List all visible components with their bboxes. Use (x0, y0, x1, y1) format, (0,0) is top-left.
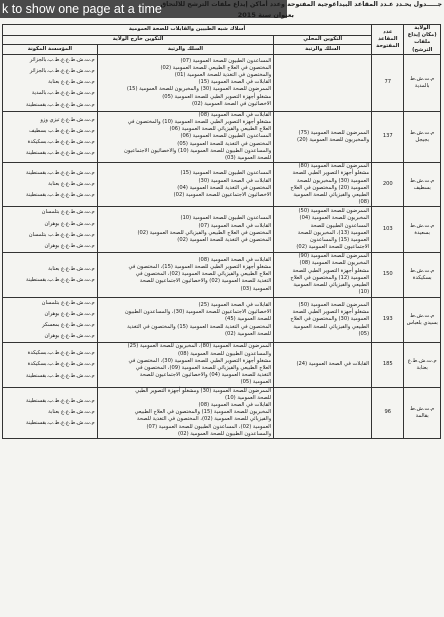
row-spec-line: المساعدون الطبيون للصحة العمومية (07) (180, 57, 272, 64)
row-inst-line: م.ت.ش.ط.ع.ع.ط.ب.بسكيكدة (27, 361, 95, 368)
row-local (274, 163, 372, 207)
row-local (274, 297, 372, 343)
row-inst-line: م.ت.ش.ط.ع.ع بعنابة (48, 409, 95, 416)
header-seats: عدد المقاعد المفتوحة (372, 25, 404, 55)
page-view-banner[interactable]: k to show one page at a time (0, 0, 287, 18)
row-inst-line: م.ت.ش.ط.ع.ع.ط.ب.بالجزائر (29, 68, 95, 75)
row-spec-line: المختصون في التغذية للصحة العمومية (05) (177, 140, 272, 147)
row-spec-line: القابلات في الصحة العمومية (08) (198, 256, 272, 263)
row-wilaya: م.ت.ش.ط بقالمة (404, 387, 441, 438)
row-spec-line: المساعدون الطبيون للصحة العمومية (06) (180, 133, 272, 140)
row-wilaya: م.ت.ش.ط.ع بعنابة (404, 343, 441, 387)
row-inst-line: م.ت.ش.ط.ع.ع.ط.ب.بالجزائر (29, 56, 95, 63)
row-spec-line: مشغلو أجهزة التصوير الطبي للصحة العمومية (15)، المختصون في (128, 264, 272, 271)
row-spec-line: المختصون في العلاج الطبيعي والفيزيائي للصحة العمومية (02) (137, 229, 272, 236)
row-local-line: الممرضون للصحة العمومية (50) (298, 208, 370, 215)
row-local-line: القابلات في الصحة العمومية (24) (296, 361, 370, 368)
row-spec-line: العمومية (03) (240, 285, 272, 292)
row-spec-line: القابلات في الصحة العمومية (30) (198, 177, 272, 184)
row-inst (3, 163, 98, 207)
row-local (274, 111, 372, 162)
row-spec-line: القابلات في الصحة العمومية (15) (198, 79, 272, 86)
row-spec-line: الاخصائيون في الصحة العمومية (02) (191, 100, 272, 107)
row-seats: 193 (372, 297, 404, 343)
row-spec-line: للصحة العمومية (45) (225, 316, 272, 323)
row-inst-line: م.ت.ش.ط.ع.ع.ط.ب.بقسنطينة (26, 397, 95, 404)
row-spec-line: العلاج الطبيعي والفيزيائي للصحة العمومية (02)، المختصون في (135, 271, 272, 278)
row-spec-line: للصحة العمومية (03) (225, 155, 272, 162)
row-inst-line: م.ت.ش.ط.ع.ع.ط.ب.بقسنطينة (26, 101, 95, 108)
row-spec (97, 111, 273, 162)
row-spec-line: التغذية للصحة العمومية (02) والاخصائيون الاجتماعيون للصحة (139, 278, 272, 285)
row-inst (3, 343, 98, 387)
row-local-line: الاجتماعيون للصحة العمومية (02) (296, 244, 370, 251)
row-inst-line: م.ت.ش.ط.ع.ع.ط.ب بتلمسان (28, 231, 95, 238)
row-spec-line: والفيزيائي للصحة العمومية (02)، المختصون في التغذية للصحة (137, 416, 272, 423)
row-spec-line: المختصون في العلاج الطبيعي للصحة العمومية (02) (160, 64, 272, 71)
row-local-line: العمومية (13)، المخبريون للصحة (297, 229, 370, 236)
header-wilaya: الولاية (مكان إيداع ملفات الترشح) (404, 25, 441, 55)
row-wilaya: م.ت.ش.ط بسيدي بلعباس (404, 297, 441, 343)
row-inst (3, 253, 98, 297)
row-local (274, 387, 372, 438)
row-local-line: الممرضون للصحة العمومية (50) (298, 301, 370, 308)
row-local-line: العمومية (15) والمساعدون (309, 237, 370, 244)
table-row (3, 207, 441, 253)
table-row (3, 297, 441, 343)
seats-table (2, 24, 441, 439)
row-wilaya: م.ت.ش.ط بسطيف (404, 163, 441, 207)
row-spec-line: القابلات في الصحة العمومية (08) (198, 401, 272, 408)
row-local-line: الممرضون للصحة العمومية (90) (298, 253, 370, 260)
row-inst (3, 54, 98, 111)
row-spec-line: الاخصائيون الاجتماعيون للصحة العمومية (02) (173, 192, 272, 199)
row-inst-line: م.ت.ش.ط.ع.ع.ط.ب.بقسنطينة (26, 420, 95, 427)
row-wilaya: م.ت.ش.ط بسعيدة (404, 207, 441, 253)
table-row (3, 387, 441, 438)
row-seats: 185 (372, 343, 404, 387)
document-subtitle: بعنوان سنة 2015 (237, 11, 294, 19)
row-spec-line: العمومية (02)، المساعدون الطبيون للصحة العمومية (07) (146, 423, 272, 430)
row-spec-line: المخبريون للصحة العمومية (15) والمختصون في العلاج الطبيعي (134, 409, 272, 416)
header-local-spec: السلك والرتبة (274, 45, 372, 55)
row-inst-line: م.ت.ش.ط.ع.ع.ط.ب.بقسنطينة (26, 170, 95, 177)
row-inst-line: م.ت.ش.ط.ع.ع.ط.ب.بسكيكدة (27, 139, 95, 146)
row-inst-line: م.ت.ش.ط.ع.ع.ط.ب.بالمدية (31, 90, 95, 97)
row-spec-line: الممرضون للصحة العمومية (30) والمخبريون للصحة العمومية (15) (126, 86, 272, 93)
row-spec-line: والمساعدون الطبيون للصحة العمومية (10) والاخصائيون الاجتماعيون (124, 147, 272, 154)
row-inst-line: م.ت.ش.ط.ع.ع.ط.ب.بقسنطينة (26, 192, 95, 199)
row-spec-line: المختصون في التغذية للصحة العمومية (15) والمختصون في التغذية (127, 323, 272, 330)
row-inst (3, 297, 98, 343)
row-spec-line: المساعدون الطبيون للصحة العمومية (15) (180, 170, 272, 177)
table-row (3, 253, 441, 297)
row-spec-line: والمختصون في التغذية للصحة العمومية (01) (174, 72, 272, 79)
row-inst (3, 207, 98, 253)
header-top: أسلاك شبه الطبيين والقابلات للصحة العمومية (3, 25, 372, 36)
table-row (3, 111, 441, 162)
row-spec (97, 297, 273, 343)
row-local-line: (10) (358, 289, 370, 296)
row-spec-line: الممرضون للصحة العمومية (30) ومشغلو أجهزة التصوير الطبي (135, 387, 272, 394)
row-inst-line: م.ت.ش.ط.ع.ع تيزي وزو (40, 116, 95, 123)
row-local-line: العمومية (12) والمختصون في العلاج (290, 274, 370, 281)
row-local-line: مشغلو أجهزة التصوير الطبي للصحة (292, 309, 370, 316)
row-spec-line: العلاج الطبيعي والفيزيائي للصحة العمومية (09)، المختصون في (135, 364, 272, 371)
row-local-line: والمخبريون للصحة العمومية (20) (297, 137, 370, 144)
table-row (3, 54, 441, 111)
row-spec-line: القابلات في الصحة العمومية (25) (198, 301, 272, 308)
header-local: التكوين المحلي (274, 35, 372, 45)
row-local-line: المخبريون للصحة العمومية (08) (299, 260, 370, 267)
row-inst-line: م.ت.ش.ط.ع.ع بوهران (44, 243, 95, 250)
row-local-line: الطبيعي والفيزيائي للصحة العمومية (293, 192, 370, 199)
row-local-line: المخبريون للصحة العمومية (04) (299, 215, 370, 222)
row-inst (3, 387, 98, 438)
row-spec-line: للصحة العمومية (10) (225, 394, 272, 401)
row-local (274, 207, 372, 253)
row-spec (97, 163, 273, 207)
row-spec-line: العلاج الطبيعي والفيزيائي للصحة العمومية (06) (169, 126, 272, 133)
row-local-line: العمومية (20) والمختصون في العلاج (290, 184, 370, 191)
row-inst-line: م.ت.ش.ط.ع.ع.ط.ب.بقسنطينة (26, 276, 95, 283)
row-local-line: الطبيعي والفيزيائي للصحة العمومية (293, 323, 370, 330)
row-spec-line: مشغلو أجهزة التصوير الطبي للصحة العمومية (05) (162, 93, 272, 100)
row-spec-line: للصحة العمومية (02) (225, 330, 272, 337)
row-local-line: (08) (358, 199, 370, 206)
row-local (274, 54, 372, 111)
row-spec (97, 387, 273, 438)
row-spec-line: المختصون في التغذية للصحة العمومية (04) (177, 184, 272, 191)
row-spec (97, 54, 273, 111)
row-local (274, 253, 372, 297)
row-inst-line: م.ت.ش.ط.ع.ع.ط.ب بسطيف (29, 127, 95, 134)
row-spec-line: المختصون في التغذية للصحة العمومية (02) (177, 237, 272, 244)
row-inst-line: م.ت.ش.ط.ع.ع بوهران (44, 220, 95, 227)
table-row (3, 163, 441, 207)
row-inst (3, 111, 98, 162)
row-spec-line: القابلات في الصحة العمومية (07) (198, 222, 272, 229)
row-local-line: العمومية (30) والمختصون في العلاج (290, 316, 370, 323)
row-local-line: الطبيعي والفيزيائي للصحة العمومية (293, 282, 370, 289)
row-local-line: العمومية (30) والمخبريون للصحة (297, 177, 370, 184)
row-seats: 77 (372, 54, 404, 111)
row-spec-line: والمساعدون الطبيون للصحة العمومية (08) (177, 350, 272, 357)
row-wilaya: م.ت.ش.ط بجيجل (404, 111, 441, 162)
row-inst-line: م.ت.ش.ط.ع.ع.ط.ب.بقسنطينة (26, 372, 95, 379)
row-inst-line: م.ت.ش.ط.ع.ع بمعسكر (42, 321, 95, 328)
row-inst-line: م.ت.ش.ط.ع.ع بعنابة (48, 265, 95, 272)
row-spec (97, 207, 273, 253)
row-local (274, 343, 372, 387)
row-wilaya: م.ت.ش.ط بالمدية (404, 54, 441, 111)
row-inst-line: م.ت.ش.ط.ع.ع بعنابة (48, 181, 95, 188)
document-title: جـــــدول يحـدد عـدد المقاعد البيداغوجية المفتوحة وعدد أماكن إيداع ملفات الترشح للالتحاق (160, 1, 442, 8)
row-spec-line: المساعدون الطبيون للصحة العمومية (10) (180, 215, 272, 222)
row-inst-line: م.ت.ش.ط.ع.ع بوهران (44, 333, 95, 340)
row-spec-line: والمساعدون الطبيون للصحة العمومية (02) (177, 430, 272, 437)
row-inst-line: م.ت.ش.ط.ع.ع بتلمسان (41, 299, 95, 306)
row-spec (97, 253, 273, 297)
header-national-inst: المؤسسة المكونة (3, 45, 98, 55)
row-spec-line: مشغلو أجهزة التصوير الطبي للصحة العمومية (10) والمختصون في (127, 119, 272, 126)
row-spec-line: العمومية (05) (240, 379, 272, 386)
row-spec-line: الممرضون للصحة العمومية (80)، المخبريون للصحة العمومية (25) (127, 343, 272, 350)
row-inst-line: م.ت.ش.ط.ع.ع بعنابة (48, 79, 95, 86)
row-local-line: الممرضون للصحة العمومية (80) (298, 163, 370, 170)
table-row (3, 343, 441, 387)
row-local-line: المساعدون الطبيون للصحة (310, 222, 370, 229)
row-inst-line: م.ت.ش.ط.ع.ع بتلمسان (41, 209, 95, 216)
row-inst-line: م.ت.ش.ط.ع.ع بوهران (44, 310, 95, 317)
row-spec-line: الاخصائيون الاجتماعيون للصحة العمومية (30)، والمساعدون الطبيون (124, 309, 272, 316)
row-wilaya: م.ت.ش.ط بسكيكدة (404, 253, 441, 297)
row-spec-line: القابلات في الصحة العمومية (08) (198, 111, 272, 118)
row-local-line: (05) (358, 330, 370, 337)
row-seats: 150 (372, 253, 404, 297)
row-seats: 96 (372, 387, 404, 438)
header-national: التكوين خارج الولاية (3, 35, 274, 45)
row-seats: 200 (372, 163, 404, 207)
row-inst-line: م.ت.ش.ط.ع.ع.ط.ب.بقسنطينة (26, 150, 95, 157)
row-local-line: مشغلو أجهزة التصوير الطبي للصحة (292, 267, 370, 274)
row-inst-line: م.ت.ش.ط.ع.ع.ط.ب.بسكيكدة (27, 350, 95, 357)
row-local-line: الممرضون للصحة العمومية (75) (298, 129, 370, 136)
row-spec-line: مشغلو أجهزة التصوير الطبي للصحة العمومية (30)، المختصون في (128, 357, 272, 364)
row-seats: 103 (372, 207, 404, 253)
row-local-line: مشغلو أجهزة التصوير الطبي للصحة (292, 170, 370, 177)
row-spec-line: التغذية للصحة العمومية (04) والاخصائيون الاجتماعيون للصحة (139, 372, 272, 379)
row-seats: 137 (372, 111, 404, 162)
header-national-spec: السلك والرتبة (97, 45, 273, 55)
row-spec (97, 343, 273, 387)
